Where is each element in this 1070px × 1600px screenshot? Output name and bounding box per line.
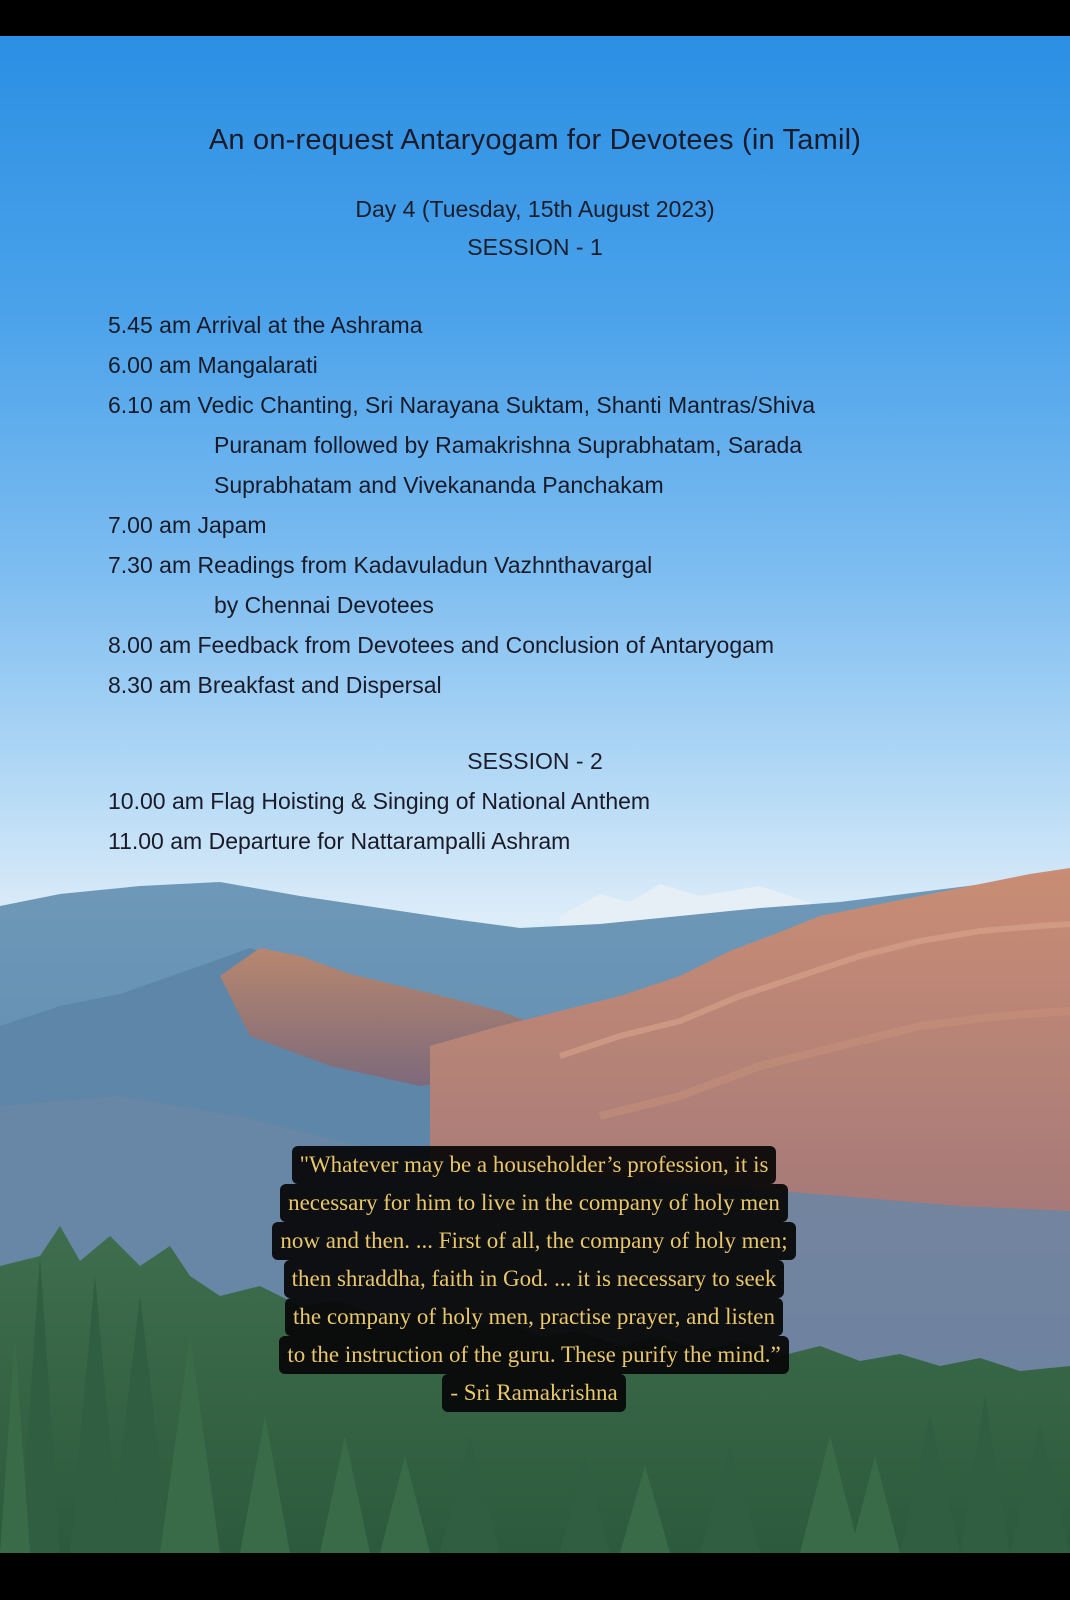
- schedule-item: 8.30 am Breakfast and Dispersal: [108, 672, 442, 698]
- quote-line: necessary for him to live in the company of holy men: [280, 1184, 788, 1222]
- top-black-bar: [0, 0, 1070, 36]
- schedule-item: 11.00 am Departure for Nattarampalli Ashram: [108, 828, 571, 854]
- session-2-heading: SESSION - 2: [467, 748, 603, 774]
- quote-line: then shraddha, faith in God. ... it is necessary to seek: [284, 1260, 785, 1298]
- schedule-item: 7.00 am Japam: [108, 512, 267, 538]
- schedule-item: 6.00 am Mangalarati: [108, 352, 318, 378]
- schedule-item-continuation: Puranam followed by Ramakrishna Suprabhatam, Sarada: [214, 432, 803, 458]
- session-1-heading: SESSION - 1: [467, 234, 603, 260]
- schedule-item-continuation: Suprabhatam and Vivekananda Panchakam: [214, 472, 664, 498]
- bottom-black-bar: [0, 1553, 1070, 1600]
- schedule-item: 5.45 am Arrival at the Ashrama: [108, 312, 423, 338]
- quote-block: [184, 1146, 884, 1422]
- schedule-item-continuation: by Chennai Devotees: [214, 592, 434, 618]
- quote-attribution: - Sri Ramakrishna: [442, 1374, 625, 1412]
- quote-line: the company of holy men, practise prayer, and listen: [285, 1298, 783, 1336]
- schedule-item: 8.00 am Feedback from Devotees and Conclusion of Antaryogam: [108, 632, 775, 658]
- poster-title: An on-request Antaryogam for Devotees (in Tamil): [208, 124, 862, 156]
- quote-line: now and then. ... First of all, the company of holy men;: [272, 1222, 795, 1260]
- schedule-item: 10.00 am Flag Hoisting & Singing of National Anthem: [108, 788, 651, 814]
- schedule-item: 6.10 am Vedic Chanting, Sri Narayana Suktam, Shanti Mantras/Shiva: [108, 392, 815, 418]
- poster: [0, 36, 1070, 1553]
- quote-line: "Whatever may be a householder’s profession, it is: [292, 1146, 777, 1184]
- schedule-item: 7.30 am Readings from Kadavuladun Vazhnthavargal: [108, 552, 653, 578]
- quote-line: to the instruction of the guru. These purify the mind.”: [279, 1336, 788, 1374]
- day-date: Day 4 (Tuesday, 15th August 2023): [355, 196, 715, 222]
